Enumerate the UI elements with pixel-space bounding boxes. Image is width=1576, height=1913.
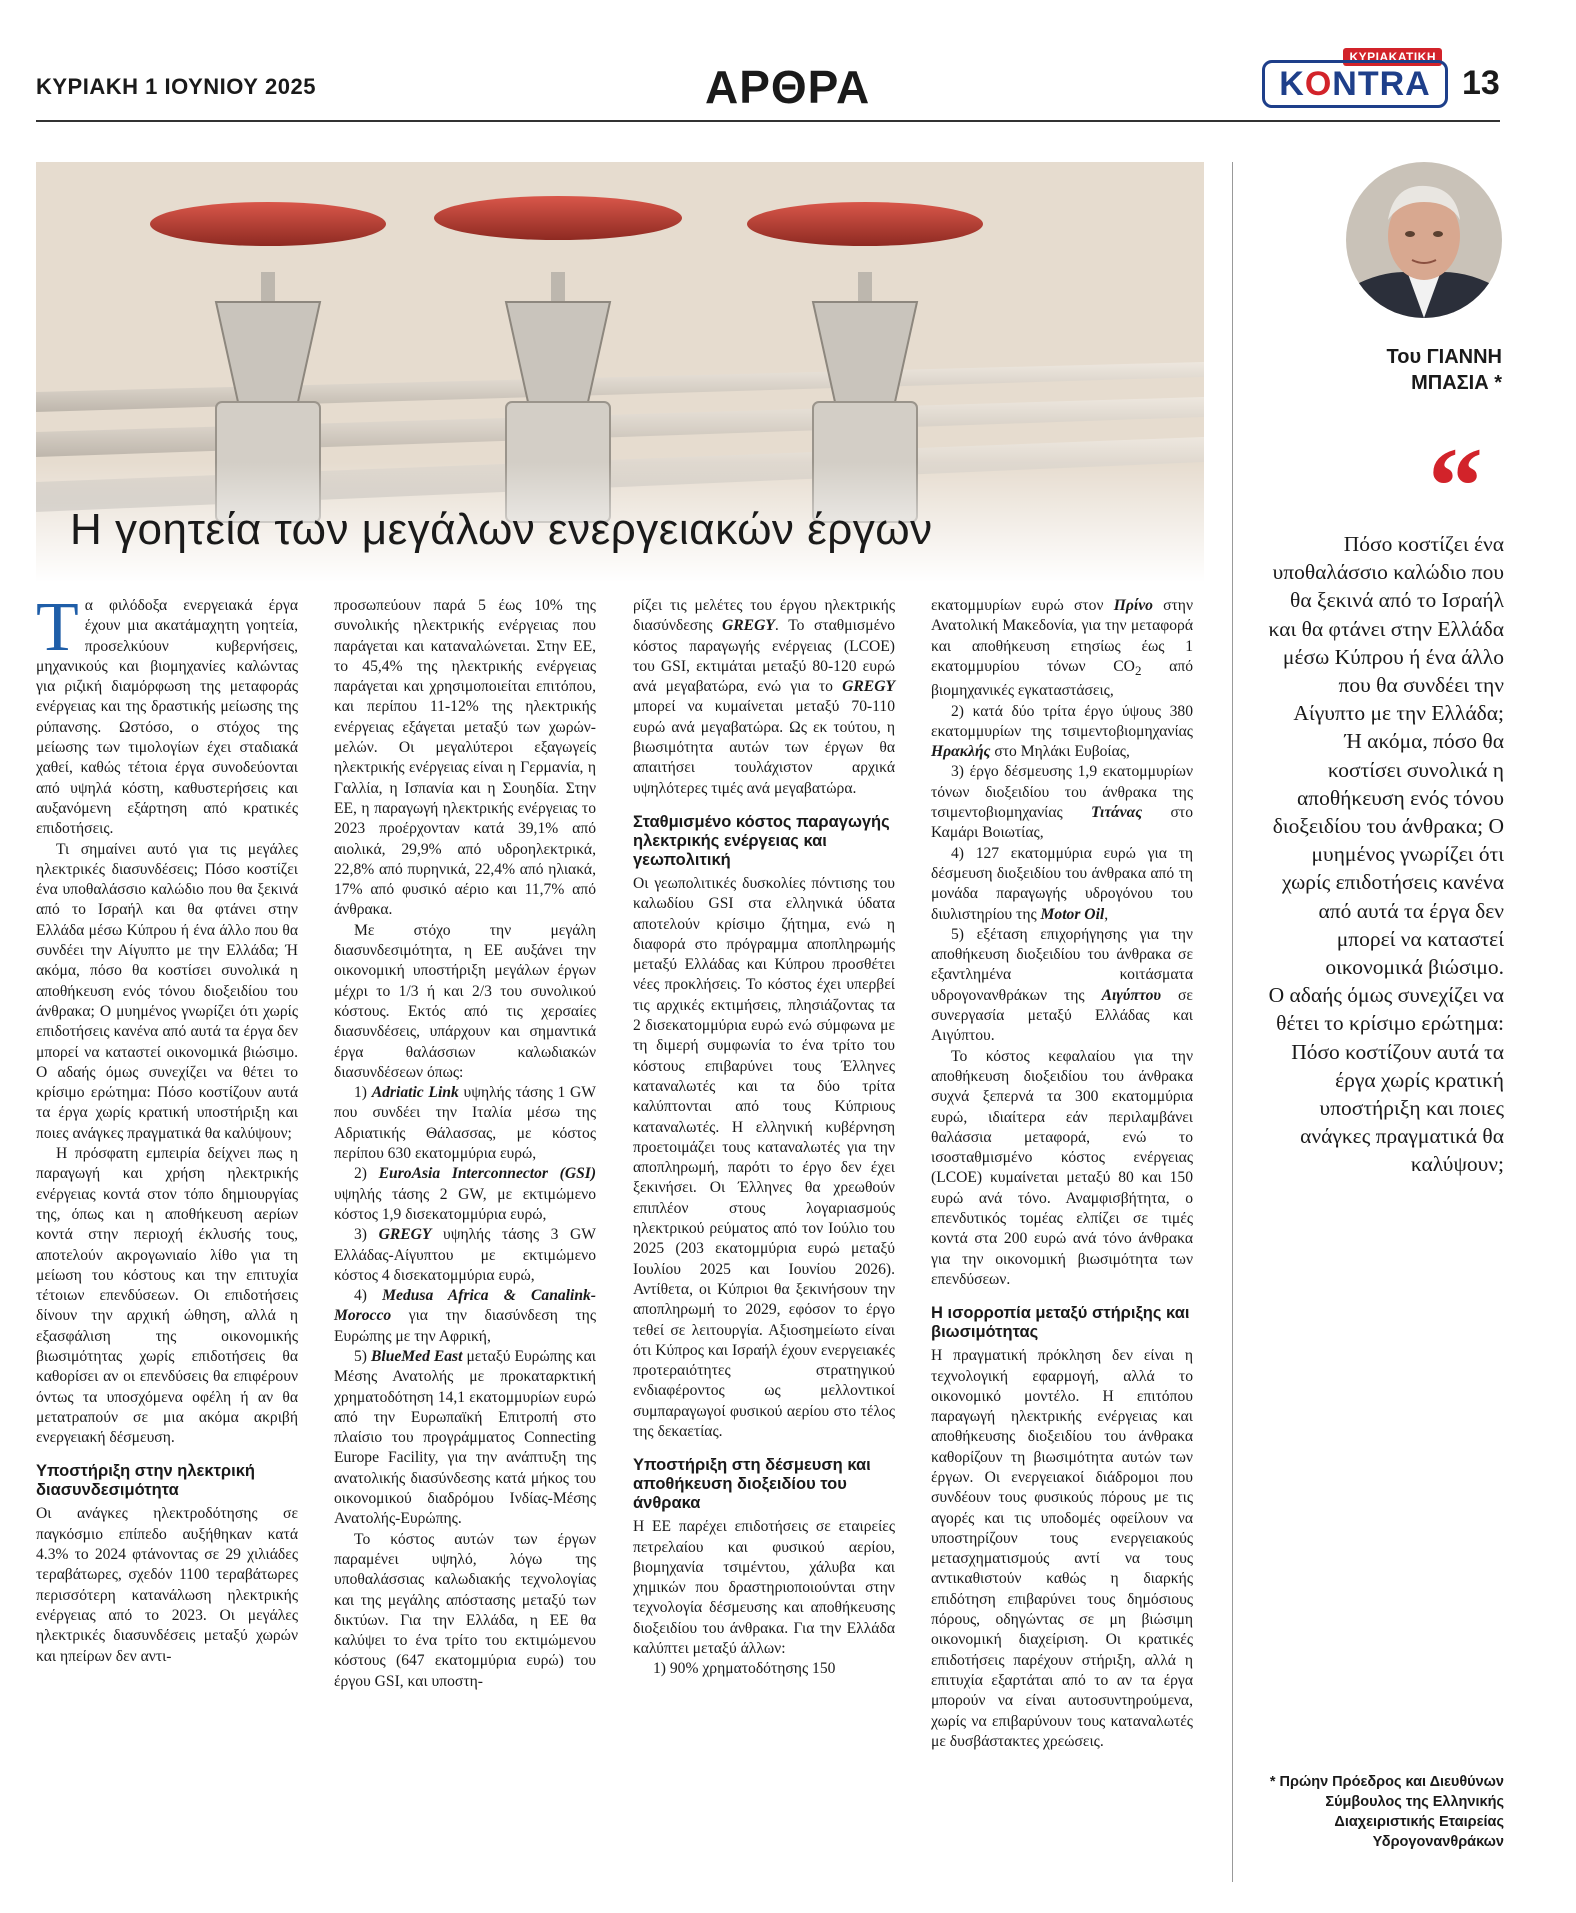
- newspaper-logo: [1262, 48, 1452, 106]
- list-item: 3) έργο δέσμευσης 1,9 εκατομμυρίων τόνων διοξειδίου του άνθρακα της τσιμεντοβιομηχανίας Τιτάνας στο Καμάρι Βοιωτίας,: [931, 763, 1193, 842]
- pull-quote: [1268, 530, 1504, 1179]
- subheading: Υποστήριξη στην ηλεκτρική διασυνδεσιμότητα: [36, 1462, 256, 1500]
- list-item: 1) 90% χρηματοδότησης 150: [653, 1660, 836, 1678]
- list-item: 4) Medusa Africa & Canalink-Morocco για την διασύνδεση της Ευρώπης με την Αφρική,: [334, 1287, 597, 1345]
- article-column-1: Τα φιλόδοξα ενεργειακά έργα έχουν μια ακατάμαχητη γοητεία, προσελκύουν κυβερνήσεις, μηχανικούς και βιομηχανίες καλώντας για ριζική διαμόρφωση της μεταφοράς ενέργειας και της δραστικής μείωσης της ρύπανσης. Ωστόσο, ο στόχος της μείωσης των τιμολογίων έχει σταδιακά χαθεί, καθώς τέτοια έργα συνοδεύονται από υψηλά κόστη, καθυστερήσεις και αυξανόμενη εξάρτηση από κρατικές επιδοτήσεις. Τι σημαίνει αυτό για τις μεγάλες ηλεκτρικές διασυνδέσεις; Πόσο κοστίζει ένα υποθαλάσσιο καλώδιο που θα ξεκινά από το Ισραήλ και θα φτάνει στην Ελλάδα μέσω Κύπρου ή ένα άλλο που θα συνδέει την Αίγυπτο με την Ελλάδα; Ή ακόμα, πόσο θα κοστίσει συνολικά η αποθήκευση ενός τόνου διοξειδίου του άνθρακα; Ο μυημένος γνωρίζει ότι χωρίς επιδοτήσεις κανένα από αυτά τα έργα δεν μπορεί να καταστεί οικονομικά βιώσιμο. Ο αδαής όμως συνεχίζει να θέτει το κρίσιμο ερώτημα: Πόσο κοστίζουν αυτά τα έργα χωρίς κρατική υποστήριξη και ποιες ανάγκες πραγματικά θα καλύψουν; Η πρόσφατη εμπειρία δείχνει πως η παραγωγή και χρήση ηλεκτρικής ενέργειας κοντά στον τόπο δημιουργίας της, όπως και η αποθήκευση αερίων κοντά στην περιοχή έκλυσής τους, αποτελούν ακρογωνιαίο λίθο για τη μείωση του κόστους και την επιτυχία τέτοιων επενδύσεων. Οι επιδοτήσεις δίνουν την αρχική ώθηση, αλλά η εξασφάλιση της οικονομικής βιωσιμότητας χωρίς επιδοτήσεις θα καθορίσει αν οι επενδύσεις θα επιφέρουν όντως τα υποσχόμενα οφέλη ή αν θα μετατραπούν σε μια ακόμα ακριβή ενεργειακή δέσμευση. Υποστήριξη στην ηλεκτρική διασυνδεσιμότητα Οι ανάγκες ηλεκτροδότησης σε παγκόσμιο επίπεδο αυξήθηκαν κατά 4.3% το 2024 φτάνοντας σε 29 χιλιάδες τεραβάτωρες, σχεδόν 1100 τεραβάτωρες περισσότερη κατανάλωση ηλεκτρικής ενέργειας από το 2023. Οι μεγάλες ηλεκτρικές διασυνδέσεις μεταξύ χωρών και ηπείρων δεν αντι-: [36, 596, 298, 1667]
- paragraph: Η ΕΕ παρέχει επιδοτήσεις σε εταιρείες πετρελαίου και φυσικού αερίου, βιομηχανία τσιμέντου, χάλυβα και χημικών που δραστηριοποιούνται στην τεχνολογία δέσμευσης και αποθήκευσης διοξειδίου του άνθρακα. Για την Ελλάδα καλύπτει μεταξύ άλλων:: [633, 1518, 895, 1658]
- list-item: 1) Adriatic Link υψηλής τάσης 1 GW που συνδέει την Ιταλία μέσω της Αδριατικής Θάλασσας, με κόστος περίπου 630 εκατομμύρια ευρώ,: [334, 1084, 597, 1163]
- paragraph: Το κόστος αυτών των έργων παραμένει υψηλό, λόγω της υποθαλάσσιας καλωδιακής τεχνολογίας και της μεγάλης απόστασης μεταξύ των δικτύων. Για την Ελλάδα, η ΕΕ θα καλύψει το ένα τρίτο του εκτιμώμενου κόστους (647 εκατομμύρια ευρώ) του έργου GSI, και υποστη-: [334, 1530, 596, 1690]
- pull-quote-paragraph: Ή ακόμα, πόσο θα κοστίσει συνολικά η αποθήκευση ενός τόνου διοξειδίου του άνθρακα; Ο μυημένος γνωρίζει ότι χωρίς επιδοτήσεις κανένα από αυτά τα έργα δεν μπορεί να καταστεί οικονομικά βιώσιμο.: [1272, 729, 1504, 980]
- header-rule: [36, 120, 1500, 122]
- list-item: 2) κατά δύο τρίτα έργο ύψους 380 εκατομμυρίων της τσιμεντοβιομηχανίας Ηρακλής στο Μηλάκι Ευβοίας,: [931, 702, 1193, 761]
- section-title: ΑΡΘΡΑ: [705, 61, 871, 113]
- author-footnote: * Πρώην Πρόεδρος και Διευθύνων Σύμβουλος της Ελληνικής Διαχειριστικής Εταιρείας Υδρογονανθράκων: [1269, 1774, 1504, 1850]
- sidebar-divider: [1232, 162, 1233, 1882]
- subheading: Σταθμισμένο κόστος παραγωγής ηλεκτρικής ενέργειας και γεωπολιτική: [633, 812, 890, 869]
- issue-date: ΚΥΡΙΑΚΗ 1 ΙΟΥΝΙΟΥ 2025: [36, 74, 316, 99]
- quote-icon: “: [1428, 425, 1483, 547]
- paragraph: ρίζει τις μελέτες του έργου ηλεκτρικής διασύνδεσης GREGY. Το σταθμισμένο κόστος παραγωγής ενέργειας (LCOE) του GSI, εκτιμάται μεταξύ 80-120 ευρώ ανά μεγαβατώρα, ενώ για το GREGY μπορεί να κυμαίνεται μεταξύ 70-110 ευρώ ανά μεγαβατώρα. Ως εκ τούτου, η βιωσιμότητα αυτών των έργων θα απαιτήσει τουλάχιστον αρχικά υψηλότερες τιμές ανά μεγαβατώρα.: [633, 597, 895, 797]
- paragraph: Η πραγματική πρόκληση δεν είναι η τεχνολογική εφαρμογή, αλλά το οικονομικό μοντέλο. Η επιτόπου παραγωγή ηλεκτρικής ενέργειας και αποθήκευσης διοξειδίου του άνθρακα καθορίζουν τη βιωσιμότητα αυτών των έργων. Οι ενεργειακοί διάδρομοι που συνδέουν τους φυσικούς πόρους με τις αγορές και τις υποδομές οφείλουν να υποστηρίζουν τους ενεργειακούς μετασχηματισμούς αντί να τους αντικαθιστούν καθώς η διαρκής επιδότηση επιβαρύνει τους δημόσιους πόρους, οδηγώντας σε μη βιώσιμη οικονομική διαχείριση. Οι κρατικές επιδοτήσεις παρέχουν στήριξη, αλλά η επιτυχία εξαρτάται από το αν τα έργα μπορούν να είναι αυτοσυντηρούμενα, χωρίς να επιβαρύνουν τους καταναλωτές με δυσβάστακτες χρεώσεις.: [931, 1347, 1193, 1750]
- author-photo: [1346, 162, 1502, 318]
- subheading: Υποστήριξη στη δέσμευση και αποθήκευση διοξειδίου του άνθρακα: [633, 1456, 871, 1513]
- author-byline: Του ΓΙΑΝΝΗ ΜΠΑΣΙΑ *: [1386, 346, 1502, 394]
- paragraph: Το κόστος κεφαλαίου για την αποθήκευση διοξειδίου του άνθρακα συχνά ξεπερνά τα 300 εκατομμύρια ευρώ, ιδιαίτερα εάν περιλαμβάνει θαλάσσια μεταφορά, ενώ το ισοσταθμισμένο κόστος ενέργειας (LCOE) κυμαίνεται μεταξύ 80 και 150 ευρώ ανά τόνο. Αναμφισβήτητα, ο επενδυτικός τομέας ελπίζει σε τιμές κοντά στα 200 ευρώ ανά τόνο άνθρακα για την οικονομική βιωσιμότητα των επενδύσεων.: [931, 1047, 1193, 1288]
- list-item: 2) EuroAsia Interconnector (GSI) υψηλής τάσης 2 GW, με εκτιμώμενο κόστος 1,9 δισεκατομμύρια ευρώ,: [334, 1165, 597, 1223]
- drop-cap: Τ: [36, 589, 79, 666]
- author-portrait: [1346, 162, 1502, 318]
- list-item: 3) GREGY υψηλής τάσης 3 GW Ελλάδας-Αίγυπτου με εκτιμώμενο κόστος 4 δισεκατομμύρια ευρώ,: [334, 1226, 597, 1284]
- page-number: 13: [1462, 64, 1500, 102]
- paragraph: Οι ανάγκες ηλεκτροδότησης σε παγκόσμιο επίπεδο αυξήθηκαν κατά 4.3% το 2024 φτάνοντας σε 29 χιλιάδες τεραβάτωρες, σχεδόν 1100 τεραβάτωρες περισσότερη κατανάλωση ηλεκτρικής ενέργειας από το 2023. Οι μεγάλες ηλεκτρικές διασυνδέσεις μεταξύ χωρών και ηπείρων δεν αντι-: [36, 1505, 298, 1665]
- logo-wordmark: K O NTRA: [1262, 60, 1448, 108]
- list-item: 5) εξέταση επιχορήγησης για την αποθήκευση διοξειδίου του άνθρακα σε εξαντλημένα κοιτάσματα υδρογονανθράκων της Αιγύπτου σε συνεργασία μεταξύ Ελλάδας και Αιγύπτου.: [931, 925, 1193, 1045]
- paragraph: Η πρόσφατη εμπειρία δείχνει πως η παραγωγή και χρήση ηλεκτρικής ενέργειας κοντά στον τόπο δημιουργίας της, όπως και η αποθήκευση αερίων κοντά στην περιοχή έκλυσής τους, αποτελούν ακρογωνιαίο λίθο για τη μείωση του κόστους και την επιτυχία τέτοιων επενδύσεων. Οι επιδοτήσεις δίνουν την αρχική ώθηση, αλλά η εξασφάλιση της οικονομικής βιωσιμότητας χωρίς επιδοτήσεις θα καθορίσει αν οι επενδύσεις θα επιφέρουν όντως τα υποσχόμενα οφέλη ή αν θα μετατραπούν σε μια ακόμα ακριβή ενεργειακή δέσμευση.: [36, 1145, 298, 1447]
- pull-quote-paragraph: Ο αδαής όμως συνεχίζει να θέτει το κρίσιμο ερώτημα: Πόσο κοστίζουν αυτά τα έργα χωρίς κρατική υποστήριξη και ποιες ανάγκες πραγματικά θα καλύψουν;: [1268, 983, 1504, 1177]
- article-column-3: [633, 596, 895, 1680]
- article-column-4: [931, 596, 1193, 1752]
- logo-badge: ΚΥΡΙΑΚΑΤΙΚΗ: [1343, 48, 1442, 66]
- article-headline: Η γοητεία των μεγάλων ενεργειακών έργων: [70, 505, 933, 554]
- paragraph: προσωπεύουν παρά 5 έως 10% της συνολικής ηλεκτρικής ενέργειας που παράγεται και καταναλώνεται. Στην ΕΕ, το 45,4% της ηλεκτρικής ενέργειας παράγεται και χρησιμοποιείται επιτόπου, και περίπου 11-12% της ηλεκτρικής ενέργειας εξάγεται μεταξύ των χωρών-μελών. Οι μεγαλύτεροι εξαγωγείς ηλεκτρικής ενέργειας είναι η Γερμανία, η Γαλλία, η Ισπανία και η Σουηδία. Στην ΕΕ, η παραγωγή ηλεκτρικής ενέργειας το 2023 προέρχονταν κατά 39,1% από αιολικά, 29,9% από υδροηλεκτρικά, 22,8% από πυρηνικά, 22,4% από ηλιακά, 17% από φυσικό αέριο και 11,7% από άνθρακα.: [334, 597, 596, 919]
- paragraph: Με στόχο την μεγάλη διασυνδεσιμότητα, η ΕΕ αυξάνει την οικονομική υποστήριξη μεγάλων έργων μέχρι το 1/3 ή και 2/3 του συνολικού κόστους. Εκτός από τις χερσαίες διασυνδέσεις, υπάρχουν και σημαντικά έργα θαλάσσιων καλωδιακών διασυνδέσεων όπως:: [334, 921, 596, 1081]
- pull-quote-paragraph: Πόσο κοστίζει ένα υποθαλάσσιο καλώδιο που θα ξεκινά από το Ισραήλ και θα φτάνει στην Ελλάδα μέσω Κύπρου ή ένα άλλο που θα συνδέει την Αίγυπτο με την Ελλάδα;: [1268, 532, 1504, 726]
- paragraph: Οι γεωπολιτικές δυσκολίες πόντισης του καλωδίου GSI στα ελληνικά ύδατα αποτελούν κρίσιμο ζήτημα, ενώ η διαφορά στο πρόγραμμα αποπληρωμής μεταξύ Ελλάδας και Κύπρου προσθέτει νέες προκλήσεις. Το κόστος έχει υπερβεί τις αρχικές εκτιμήσεις, πλησιάζοντας τα 2 δισεκατομμύρια ευρώ ενώ σύμφωνα με τη διμερή συμφωνία το ένα τρίτο του κόστους επιβαρύνει τους Έλληνες καταναλωτές και τα δύο τρίτα καλύπτονται από τους Κύπριους καταναλωτές. Η ελληνική κυβέρνηση προετοιμάζει τους καταναλωτές για την αποπληρωμή, παρότι το έργο δεν έχει ξεκινήσει. Οι Έλληνες θα χρεωθούν επιπλέον στους λογαριασμούς ηλεκτρικού ρεύματος από τον Ιούλιο του 2025 (203 εκατομμύρια ευρώ μεταξύ Ιουλίου 2025 και Ιουνίου 2026). Αντίθετα, οι Κύπριοι θα ξεκινήσουν την αποπληρωμή το 2029, εφόσον το έργο τεθεί σε λειτουργία. Αξιοσημείωτο είναι ότι Κύπρος και Ισραήλ έχουν ενεργειακές προτεραιότητες στρατηγικού ενδιαφέροντος ως μελλοντικοί συμπαραγωγοί φυσικού αερίου στο τέλος της δεκαετίας.: [633, 874, 895, 1440]
- paragraph: Τι σημαίνει αυτό για τις μεγάλες ηλεκτρικές διασυνδέσεις; Πόσο κοστίζει ένα υποθαλάσσιο καλώδιο που θα ξεκινά από το Ισραήλ και θα φτάνει στην Ελλάδα μέσω Κύπρου ή ένα άλλο που θα συνδέει την Αίγυπτο με την Ελλάδα; Ή ακόμα, πόσο θα κοστίσει συνολικά η αποθήκευση ενός τόνου διοξειδίου του άνθρακα; Ο μυημένος γνωρίζει ότι χωρίς επιδοτήσεις κανένα από αυτά τα έργα δεν μπορεί να καταστεί οικονομικά βιώσιμο. Ο αδαής όμως συνεχίζει να θέτει το κρίσιμο ερώτημα: Πόσο κοστίζουν αυτά τα έργα χωρίς κρατική υποστήριξη και ποιες ανάγκες πραγματικά θα καλύψουν;: [36, 840, 298, 1142]
- list-item: 4) 127 εκατομμύρια ευρώ για τη δέσμευση διοξειδίου του άνθρακα από τη μονάδα παραγωγής υδρογόνου του διυλιστηρίου της Motor Oil,: [931, 844, 1193, 923]
- subheading: Η ισορροπία μεταξύ στήριξης και βιωσιμότητας: [931, 1304, 1190, 1342]
- list-item: εκατομμυρίων ευρώ στον Πρίνο στην Ανατολική Μακεδονία, για την μεταφορά και αποθήκευση ετησίως έως 1 εκατομμυρίου τόνων $CO_2$ από βιομηχανικές εγκαταστάσεις,: [931, 597, 1194, 700]
- article-column-2: [334, 596, 596, 1692]
- list-item: 5) BlueMed East μεταξύ Ευρώπης και Μέσης Ανατολής με προκαταρκτική χρηματοδότηση 14,1 εκατομμυρίων ευρώ από την Ευρωπαϊκή Επιτροπή στο πλαίσιο του προγράμματος Connecting Europe Facility, για την ανάπτυξη της ανατολικής διασύνδεσης κατά μήκος του οικονομικού διαδρόμου Ινδίας-Μέσης Ανατολής-Ευρώπης.: [334, 1347, 596, 1528]
